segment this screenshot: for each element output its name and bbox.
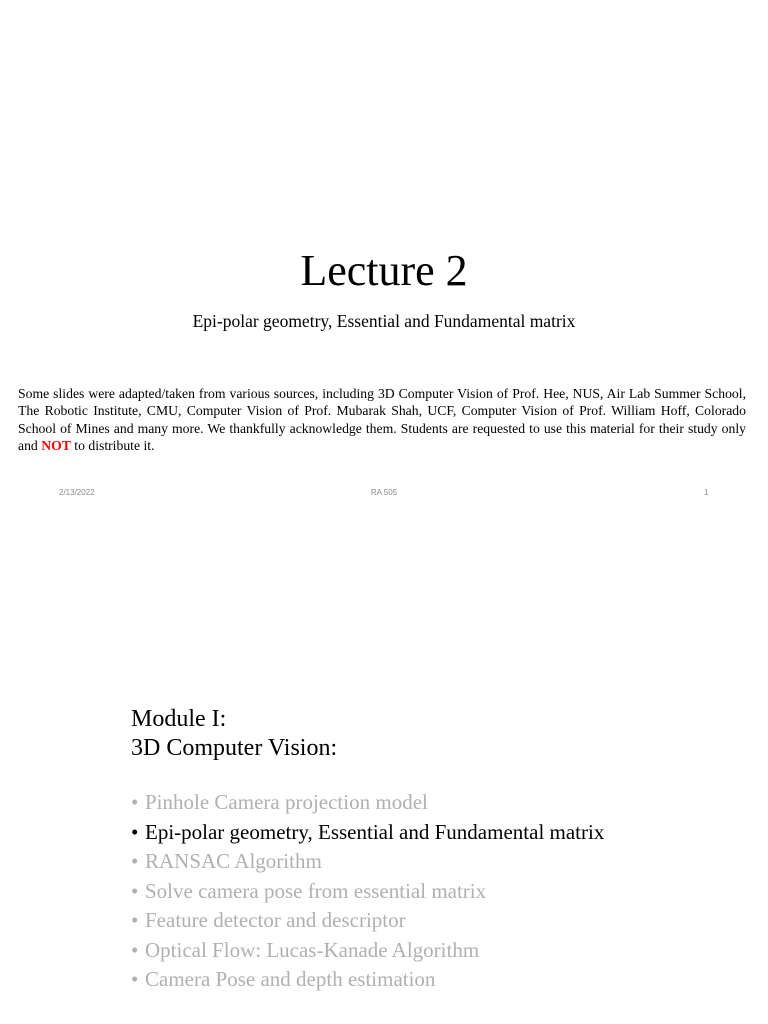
lecture-subtitle: Epi-polar geometry, Essential and Fundamental matrix: [192, 311, 576, 331]
topic-list: [131, 788, 604, 995]
topic-label: Optical Flow: Lucas-Kanade Algorithm: [145, 937, 480, 962]
bullet-icon: •: [131, 937, 139, 962]
bullet-icon: •: [131, 878, 139, 903]
module-heading-line2: 3D Computer Vision:: [131, 735, 338, 761]
topic-item: [131, 818, 604, 848]
bullet-icon: •: [131, 967, 139, 991]
acknowledgement-text-end: to distribute it.: [70, 437, 155, 453]
acknowledgement-paragraph: [18, 385, 746, 454]
bullet-icon: •: [131, 790, 139, 814]
topic-label: Feature detector and descriptor: [145, 908, 406, 932]
topic-label: Camera Pose and depth estimation: [145, 967, 436, 991]
bullet-icon: •: [131, 849, 139, 873]
topic-item: [131, 847, 604, 877]
footer-page-number: 1: [704, 488, 709, 497]
topic-label: Solve camera pose from essential matrix: [145, 878, 487, 903]
footer-date: 2/13/2022: [59, 488, 95, 497]
topic-item: [131, 965, 604, 995]
bullet-icon: •: [131, 908, 139, 932]
topic-item: [131, 877, 604, 907]
topic-label: Pinhole Camera projection model: [145, 790, 428, 814]
topic-item: [131, 906, 604, 936]
acknowledgement-text: Some slides were adapted/taken from various sources, including 3D Computer Vision of Prof. Hee, NUS, Air Lab Summer School, The Robotic Institute, CMU, Computer Vision of Prof. Mubarak Shah, UCF, Computer Vision of Prof. William Hoff, Colorado School of Mines and many more. We thankfully acknowledge them. Students are requested to use this material for their study only and: [18, 386, 746, 453]
lecture-title: Lecture 2: [300, 246, 468, 295]
slide-module-overview: [0, 512, 768, 1024]
bullet-icon: •: [131, 819, 139, 844]
topic-item: [131, 788, 604, 818]
module-heading-line1: Module I:: [131, 706, 227, 732]
footer-course: RA 505: [370, 488, 398, 497]
topic-label: RANSAC Algorithm: [145, 849, 322, 873]
module-heading: [131, 705, 337, 763]
acknowledgement-emphasis: NOT: [41, 437, 71, 453]
topic-item: [131, 936, 604, 966]
topic-label: Epi-polar geometry, Essential and Fundamental matrix: [145, 819, 605, 844]
